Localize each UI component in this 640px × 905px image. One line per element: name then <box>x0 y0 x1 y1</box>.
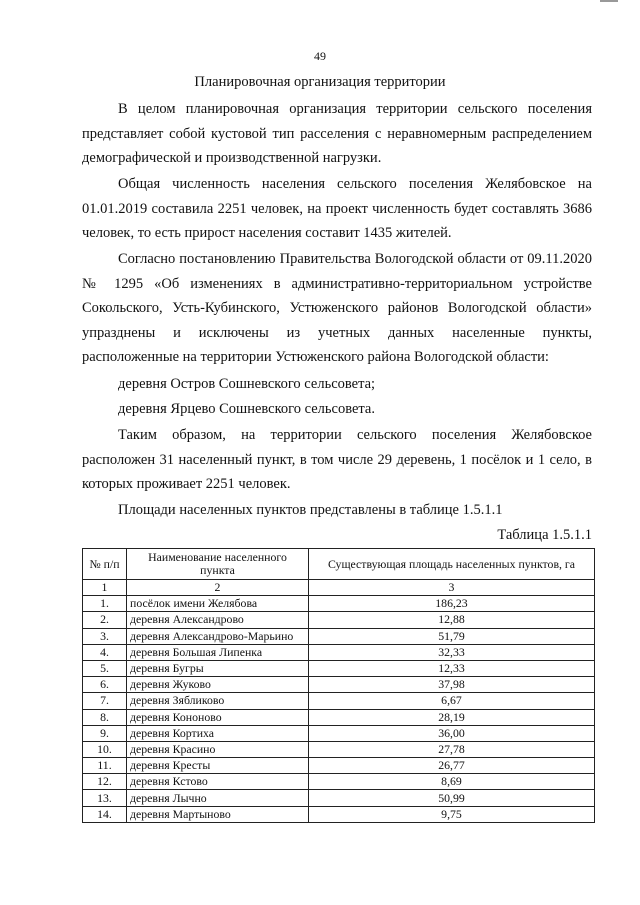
cell-area: 51,79 <box>309 628 595 644</box>
table-row <box>83 774 595 790</box>
cell-settlement: деревня Бугры <box>127 660 309 676</box>
cell-number: 2. <box>83 612 127 628</box>
cell-number: 10. <box>83 741 127 757</box>
header-number: № п/п <box>83 549 127 580</box>
cell-number: 11. <box>83 758 127 774</box>
column-number-3: 3 <box>309 580 595 596</box>
header-area: Существующая площадь населенных пунктов, га <box>309 549 595 580</box>
cell-number: 14. <box>83 806 127 822</box>
scan-corner-mark <box>600 0 618 2</box>
cell-settlement: деревня Кортиха <box>127 725 309 741</box>
cell-area: 6,67 <box>309 693 595 709</box>
cell-area: 27,78 <box>309 741 595 757</box>
table-header-row <box>83 549 595 580</box>
cell-area: 26,77 <box>309 758 595 774</box>
table-row <box>83 741 595 757</box>
cell-area: 32,33 <box>309 644 595 660</box>
table-row <box>83 790 595 806</box>
list-item-ostrov: деревня Остров Сошневского сельсовета; <box>118 376 376 392</box>
column-number-2: 2 <box>127 580 309 596</box>
cell-settlement: деревня Лычно <box>127 790 309 806</box>
cell-area: 50,99 <box>309 790 595 806</box>
paragraph-resolution: Согласно постановлению Правительства Вологодской области от 09.11.2020 № 1295 «Об изменениях в административно-территориальном устройстве Сокольского, Усть-Кубинского, Устюженского районов Вологодской области» упразднены и исключены из учетных данных населенные пункты, расположенные на территории Устюженского района Вологодской области: <box>82 251 592 365</box>
header-settlement-name: Наименование населенного пункта <box>127 549 309 580</box>
table-row <box>83 725 595 741</box>
table-row <box>83 612 595 628</box>
cell-area: 12,88 <box>309 612 595 628</box>
cell-number: 7. <box>83 693 127 709</box>
cell-settlement: деревня Кресты <box>127 758 309 774</box>
settlements-area-table <box>82 548 595 823</box>
cell-settlement: деревня Красино <box>127 741 309 757</box>
cell-number: 3. <box>83 628 127 644</box>
cell-number: 6. <box>83 677 127 693</box>
cell-area: 37,98 <box>309 677 595 693</box>
cell-settlement: деревня Мартыново <box>127 806 309 822</box>
cell-settlement: деревня Зябликово <box>127 693 309 709</box>
table-column-numbers-row <box>83 580 595 596</box>
table-row <box>83 660 595 676</box>
cell-settlement: деревня Кстово <box>127 774 309 790</box>
cell-settlement: деревня Александрово <box>127 612 309 628</box>
table-row <box>83 596 595 612</box>
table-row <box>83 628 595 644</box>
list-item-yartsevo: деревня Ярцево Сошневского сельсовета. <box>118 401 375 417</box>
cell-settlement: деревня Большая Липенка <box>127 644 309 660</box>
cell-number: 9. <box>83 725 127 741</box>
cell-settlement: деревня Александрово-Марьино <box>127 628 309 644</box>
table-row <box>83 677 595 693</box>
cell-area: 186,23 <box>309 596 595 612</box>
paragraph-table-ref: Площади населенных пунктов представлены в таблице 1.5.1.1 <box>118 502 503 518</box>
section-title: Планировочная организация территории <box>194 74 446 90</box>
cell-area: 9,75 <box>309 806 595 822</box>
cell-settlement: деревня Жуково <box>127 677 309 693</box>
cell-number: 4. <box>83 644 127 660</box>
paragraph-population: Общая численность населения сельского поселения Желябовское на 01.01.2019 составила 2251 человек, на проект численность будет составлять 3686 человек, то есть прирост населения составит 1435 жителей. <box>82 176 592 241</box>
table-row <box>83 693 595 709</box>
cell-number: 8. <box>83 709 127 725</box>
table-row <box>83 806 595 822</box>
cell-number: 5. <box>83 660 127 676</box>
cell-settlement: посёлок имени Желябова <box>127 596 309 612</box>
paragraph-summary: Таким образом, на территории сельского поселения Желябовское расположен 31 населенный пункт, в том числе 29 деревень, 1 посёлок и 1 село, в которых проживает 2251 человек. <box>82 427 592 492</box>
cell-area: 12,33 <box>309 660 595 676</box>
table-row <box>83 644 595 660</box>
column-number-1: 1 <box>83 580 127 596</box>
cell-number: 1. <box>83 596 127 612</box>
page-number: 49 <box>314 49 326 63</box>
cell-settlement: деревня Кононово <box>127 709 309 725</box>
cell-area: 36,00 <box>309 725 595 741</box>
cell-number: 13. <box>83 790 127 806</box>
table-row <box>83 758 595 774</box>
table-caption: Таблица 1.5.1.1 <box>497 527 592 543</box>
paragraph-planning: В целом планировочная организация территории сельского поселения представляет собой кустовой тип расселения с неравномерным распределением демографической и производственной нагрузки. <box>82 101 592 166</box>
cell-number: 12. <box>83 774 127 790</box>
cell-area: 28,19 <box>309 709 595 725</box>
cell-area: 8,69 <box>309 774 595 790</box>
table-row <box>83 709 595 725</box>
